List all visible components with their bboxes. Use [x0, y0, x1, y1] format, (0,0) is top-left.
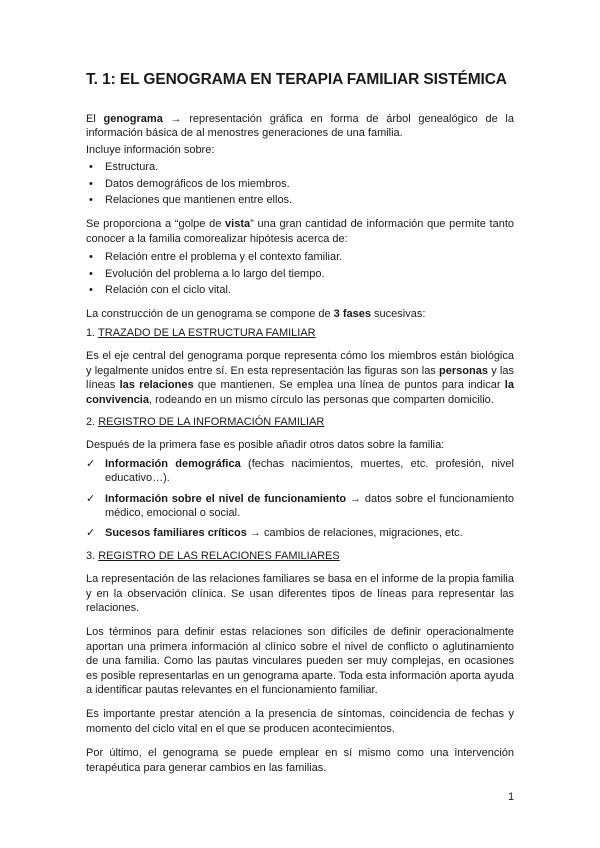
intro-text-prefix: El: [86, 113, 104, 125]
intro-paragraph-definition: [86, 112, 514, 141]
checkmark-icon: ✓: [86, 492, 96, 505]
text-span: La construcción de un genograma se compone de: [86, 308, 334, 321]
bold-span: Sucesos familiares críticos: [105, 527, 247, 540]
text-span: (fechas nacimientos, muertes, etc. profesión, nivel educativo…).: [105, 457, 514, 485]
section-1-heading: [86, 326, 514, 340]
intro-term-genograma: genograma: [103, 113, 163, 125]
section-3-paragraph: Por último, el genograma se puede emplear en sí mismo como una intervención terapéutica para generar cambios en las familias.: [86, 747, 514, 774]
list-item: • Evolución del problema a lo largo del tiempo.: [86, 267, 514, 281]
section-3-paragraph: Los términos para definir estas relaciones son difíciles de definir operacionalmente aportan una primera información al clínico sobre el nivel de conflicto o aglutinamiento de una familia. Como las pautas vinculares pueden ser muy complejas, en ocasiones es posible representarlas en un genograma aparte. Toda esta información aporta ayuda a identificar pautas relevantes en el funcionamiento familiar.: [86, 626, 514, 696]
document-page: [86, 70, 514, 775]
list-item: • Relación entre el problema y el contexto familiar.: [86, 250, 514, 264]
text-span: → datos sobre el funcionamiento médico, emocional o social.: [105, 492, 514, 519]
section-number: 1.: [86, 326, 99, 339]
hypothesis-list: [86, 250, 514, 297]
list-item: • Relación con el ciclo vital.: [86, 283, 514, 297]
section-number: 3.: [86, 549, 99, 562]
list-item: • Datos demográficos de los miembros.: [86, 177, 514, 191]
text-span: , rodeando en un mismo círculo las personas que comparten domicilio.: [148, 393, 494, 406]
section-3-paragraph: Es importante prestar atención a la presencia de síntomas, coincidencia de fechas y momento del ciclo vital en el que se producen acontecimientos.: [86, 708, 514, 735]
page-number: 1: [508, 791, 515, 803]
bold-span: 3 fases: [333, 308, 371, 321]
section-3-paragraph: La representación de las relaciones familiares se basa en el informe de la propia familia y en la observación clínica. Se usan diferentes tipos de líneas para representar las relaciones.: [86, 573, 514, 614]
checkmark-icon: ✓: [86, 527, 96, 540]
section-title: TRAZADO DE LA ESTRUCTURA FAMILIAR: [98, 326, 316, 339]
list-item: • Estructura.: [86, 160, 514, 174]
section-2-check-list: [86, 457, 514, 541]
intro-paragraph-golpe-vista: [86, 217, 514, 246]
text-span: ” una gran cantidad de información que permite tanto conocer a la familia comorealizar hipótesis acerca de:: [86, 218, 514, 245]
intro-paragraph-includes: Incluye información sobre:: [86, 143, 215, 156]
bold-span: Información demográfica: [105, 457, 241, 470]
intro-paragraph-phases: [86, 307, 514, 321]
text-span: y las líneas: [86, 364, 514, 392]
bold-span: Información sobre el nivel de funcionamiento: [105, 492, 347, 505]
list-item: • Relaciones que mantienen entre ellos.: [86, 193, 514, 207]
bold-span: personas: [439, 364, 488, 377]
list-item: [86, 526, 514, 540]
section-3-heading: [86, 549, 514, 563]
section-title: REGISTRO DE LAS RELACIONES FAMILIARES: [98, 549, 340, 562]
list-item: [86, 457, 514, 486]
section-2-heading: [86, 415, 514, 429]
text-span: Es el eje central del genograma porque representa cómo los miembros están biológica y legalmente unidos entre sí. En esta representación las figuras son las: [86, 350, 514, 377]
section-title: REGISTRO DE LA INFORMACIÓN FAMILIAR: [98, 415, 325, 428]
text-span: sucesivas:: [370, 308, 426, 321]
section-1-paragraph: [86, 349, 514, 407]
section-2-intro: Después de la primera fase es posible añadir otros datos sobre la familia:: [86, 439, 445, 452]
section-number: 2.: [86, 415, 99, 428]
document-title: T. 1: EL GENOGRAMA EN TERAPIA FAMILIAR SISTÉMICA: [86, 71, 507, 88]
checkmark-icon: ✓: [86, 457, 96, 470]
intro-text-definition: → representación gráfica en forma de árbol genealógico de la información básica de al menostres generaciones de una familia.: [86, 113, 514, 140]
bold-span: la convivencia: [86, 379, 514, 406]
text-span: Se proporciona a “golpe de: [86, 218, 226, 231]
bold-span: las relaciones: [119, 379, 194, 392]
text-span: → cambios de relaciones, migraciones, etc.: [246, 527, 463, 540]
bold-span: vista: [225, 218, 251, 231]
includes-list: [86, 160, 514, 207]
list-item: [86, 492, 514, 521]
text-span: que mantienen. Se emplea una línea de puntos para indicar: [193, 379, 505, 392]
